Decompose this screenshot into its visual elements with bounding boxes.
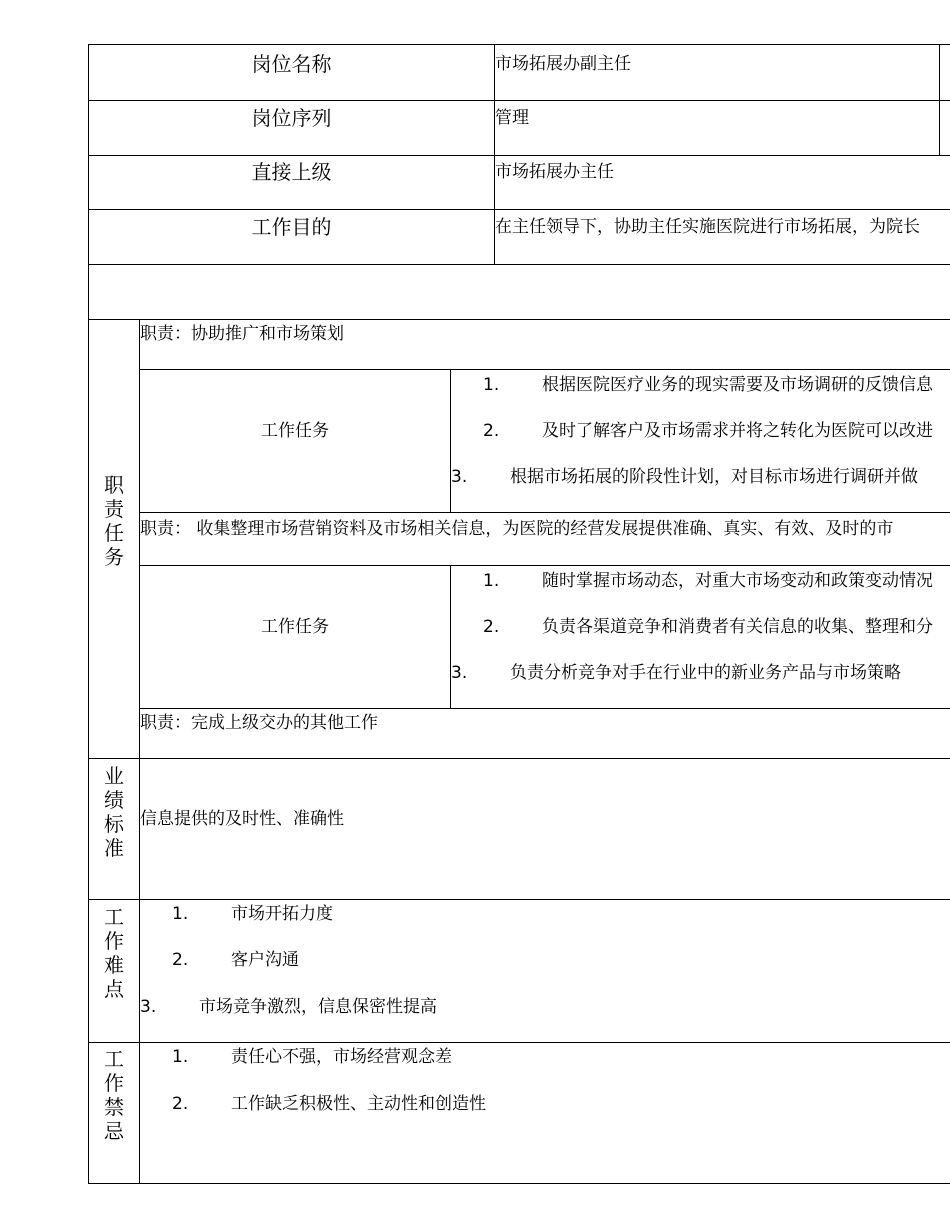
row-divider (88, 319, 950, 320)
table-border-bottom (88, 1183, 950, 1184)
row-divider (88, 155, 950, 156)
task-text: 负责分析竞争对手在行业中的新业务产品与市场策略 (510, 663, 901, 683)
duty-title: 职责：完成上级交办的其他工作 (140, 713, 378, 733)
task-text: 随时掌握市场动态，对重大市场变动和政策变动情况 (542, 571, 933, 591)
table-border-top (88, 44, 950, 45)
header-value-position-name: 市场拓展办副主任 (495, 54, 631, 74)
task-text: 根据医院医疗业务的现实需要及市场调研的反馈信息 (542, 375, 933, 395)
duty-divider (139, 565, 950, 566)
header-label-purpose: 工作目的 (251, 215, 332, 239)
header-value-position-series: 管理 (495, 108, 529, 128)
duty-divider (139, 708, 950, 709)
task-label: 工作任务 (261, 421, 329, 441)
difficulty-number: 3. (140, 997, 157, 1017)
task-number: 2. (483, 617, 500, 637)
row-divider (88, 899, 950, 900)
difficulty-number: 2. (172, 950, 189, 970)
task-column-divider (450, 565, 451, 708)
taboos-section-label: 工 作 禁 忌 (104, 1047, 124, 1143)
difficulties-section-label: 工 作 难 点 (104, 905, 124, 1001)
performance-text: 信息提供的及时性、准确性 (140, 809, 344, 829)
task-number: 3. (451, 663, 468, 683)
header-right-divider (939, 44, 940, 155)
difficulty-text: 客户沟通 (231, 950, 299, 970)
performance-section-label: 业 绩 标 准 (104, 764, 124, 860)
duty-title: 职责： 收集整理市场营销资料及市场相关信息，为医院的经营发展提供准确、真实、有效、及时的市 (140, 519, 894, 539)
duty-title: 职责：协助推广和市场策划 (140, 324, 344, 344)
row-divider (88, 100, 950, 101)
difficulty-text: 市场开拓力度 (231, 904, 333, 924)
header-label-position-series: 岗位序列 (251, 106, 332, 130)
task-text: 及时了解客户及市场需求并将之转化为医院可以改进 (542, 421, 933, 441)
difficulty-number: 1. (172, 904, 189, 924)
taboo-text: 工作缺乏积极性、主动性和创造性 (231, 1094, 486, 1114)
task-text: 根据市场拓展的阶段性计划，对目标市场进行调研并做 (510, 467, 918, 487)
task-number: 2. (483, 421, 500, 441)
task-number: 1. (483, 375, 500, 395)
task-number: 1. (483, 571, 500, 591)
row-divider (88, 758, 950, 759)
duties-section-label: 职 责 任 务 (104, 473, 124, 569)
header-label-supervisor: 直接上级 (251, 160, 332, 184)
task-column-divider (450, 369, 451, 512)
header-label-position-name: 岗位名称 (251, 52, 332, 76)
section-column-divider (139, 319, 140, 1183)
row-divider (88, 1042, 950, 1043)
header-value-supervisor: 市场拓展办主任 (495, 162, 614, 182)
duty-divider (139, 512, 950, 513)
row-divider (88, 209, 950, 210)
task-text: 负责各渠道竞争和消费者有关信息的收集、整理和分 (542, 617, 933, 637)
taboo-number: 2. (172, 1094, 189, 1114)
row-divider (88, 264, 950, 265)
duty-divider (139, 369, 950, 370)
difficulty-text: 市场竞争激烈，信息保密性提高 (199, 997, 437, 1017)
task-label: 工作任务 (261, 617, 329, 637)
header-value-purpose: 在主任领导下，协助主任实施医院进行市场拓展，为院长 (495, 217, 920, 237)
task-number: 3. (451, 467, 468, 487)
taboo-number: 1. (172, 1047, 189, 1067)
taboo-text: 责任心不强，市场经营观念差 (231, 1047, 452, 1067)
